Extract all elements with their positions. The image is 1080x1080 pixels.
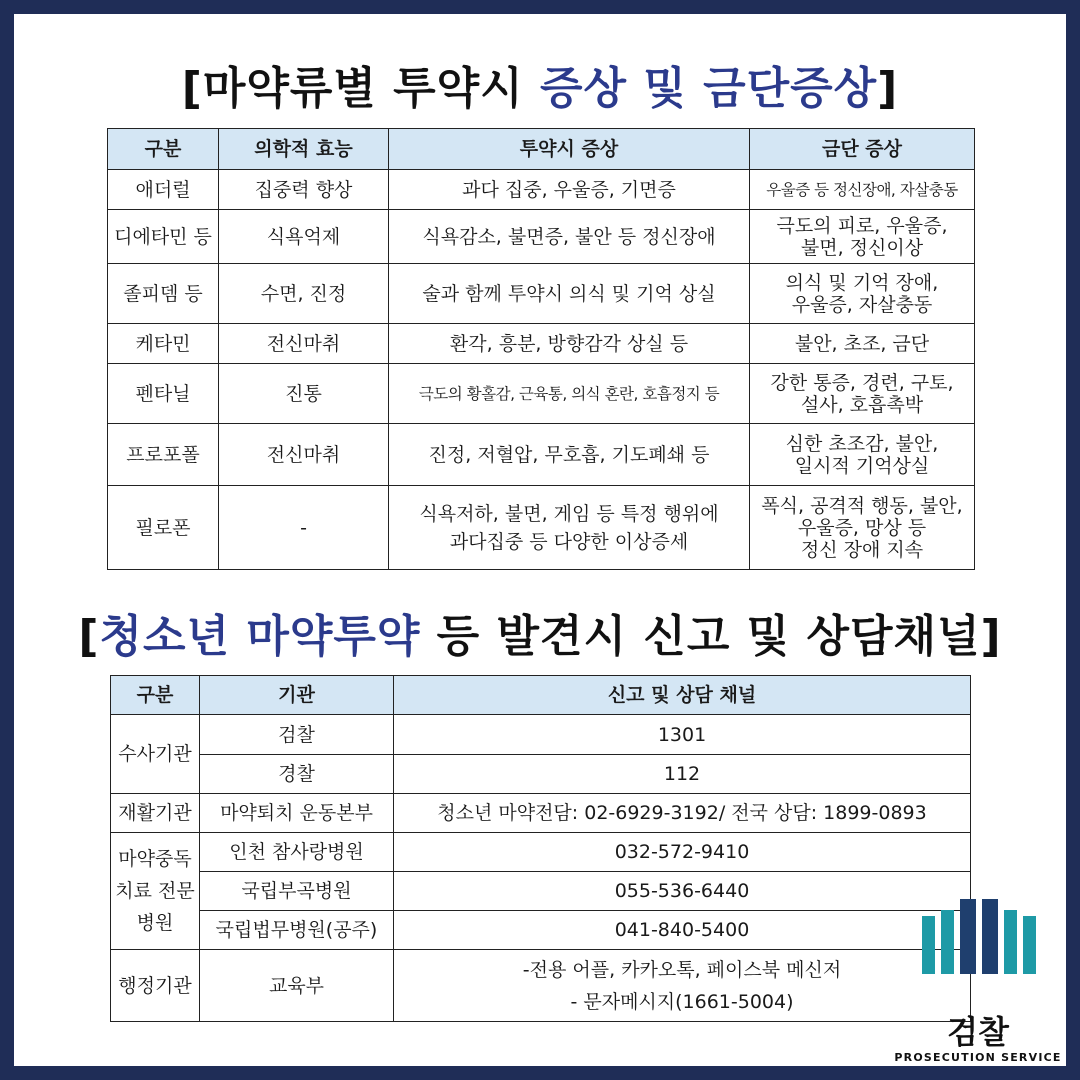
group-investigation: 수사기관 [111,715,200,794]
prosecution-logo [888,899,1068,1069]
drug-effect: - [219,486,389,570]
drug-symptoms: 환각, 흥분, 방향감각 상실 등 [389,324,750,364]
drug-withdrawal: 심한 초조감, 불안, 일시적 기억상실 [750,424,975,486]
org-name: 마약퇴치 운동본부 [200,794,394,833]
table-row [111,755,971,794]
pillars-icon [922,899,1042,974]
drug-name: 디에타민 등 [108,210,219,264]
poster-card [14,14,1066,1066]
channel-value: 112 [394,755,971,794]
report-channel-table [110,675,971,1022]
drug-symptoms: 과다 집중, 우울증, 기면증 [389,170,750,210]
table-row [111,794,971,833]
drug-effect: 집중력 향상 [219,170,389,210]
table-header-row [111,676,971,715]
channel-value: -전용 어플, 카카오톡, 페이스북 메신저 - 문자메시지(1661-5004) [394,950,971,1022]
drug-symptom-table [107,128,975,570]
drug-withdrawal: 극도의 피로, 우울증, 불면, 정신이상 [750,210,975,264]
drug-withdrawal: 의식 및 기억 장애, 우울증, 자살충동 [750,264,975,324]
table-row [108,486,975,570]
group-rehab: 재활기관 [111,794,200,833]
title-report-channels: [청소년 마약투약 등 발견시 신고 및 상담채널] [78,611,1002,662]
drug-effect: 식욕억제 [219,210,389,264]
table-row [108,170,975,210]
drug-name: 필로폰 [108,486,219,570]
table-row [108,210,975,264]
org-name: 국립법무병원(공주) [200,911,394,950]
drug-symptoms: 진정, 저혈압, 무호흡, 기도폐쇄 등 [389,424,750,486]
header-dosing-symptoms: 투약시 증상 [389,129,750,170]
org-name: 교육부 [200,950,394,1022]
drug-withdrawal: 강한 통증, 경련, 구토, 설사, 호흡촉박 [750,364,975,424]
drug-symptoms: 극도의 황홀감, 근육통, 의식 혼란, 호흡정지 등 [389,364,750,424]
channel-value: 041-840-5400 [394,911,971,950]
table-row [111,715,971,755]
drug-effect: 수면, 진정 [219,264,389,324]
header-channel: 신고 및 상담 채널 [394,676,971,715]
header-medical-effect: 의학적 효능 [219,129,389,170]
drug-name: 펜타닐 [108,364,219,424]
header-withdrawal: 금단 증상 [750,129,975,170]
drug-effect: 진통 [219,364,389,424]
org-name: 인천 참사랑병원 [200,833,394,872]
header-category: 구분 [108,129,219,170]
table-row [108,324,975,364]
header-category: 구분 [111,676,200,715]
channel-value: 055-536-6440 [394,872,971,911]
table-row [111,833,971,872]
drug-name: 애더럴 [108,170,219,210]
table-row [108,364,975,424]
table-row [111,950,971,1022]
org-name: 국립부곡병원 [200,872,394,911]
org-name: 경찰 [200,755,394,794]
table-row [111,911,971,950]
drug-name: 케타민 [108,324,219,364]
channel-value: 1301 [394,715,971,755]
title-withdrawal-symptoms: [마약류별 투약시 증상 및 금단증상] [181,63,899,114]
drug-withdrawal: 불안, 초조, 금단 [750,324,975,364]
drug-name: 프로포폴 [108,424,219,486]
drug-symptoms: 술과 함께 투약시 의식 및 기억 상실 [389,264,750,324]
org-name: 검찰 [200,715,394,755]
header-organization: 기관 [200,676,394,715]
channel-value: 청소년 마약전담: 02-6929-3192/ 전국 상담: 1899-0893 [394,794,971,833]
table-row [111,872,971,911]
drug-withdrawal: 우울증 등 정신장애, 자살충동 [750,170,975,210]
drug-name: 졸피뎀 등 [108,264,219,324]
drug-withdrawal: 폭식, 공격적 행동, 불안, 우울증, 망상 등 정신 장애 지속 [750,486,975,570]
drug-effect: 전신마취 [219,324,389,364]
drug-symptoms: 식욕저하, 불면, 게임 등 특정 행위에 과다집중 등 다양한 이상증세 [389,486,750,570]
drug-effect: 전신마취 [219,424,389,486]
drug-symptoms: 식욕감소, 불면증, 불안 등 정신장애 [389,210,750,264]
table-header-row [108,129,975,170]
logo-name: 검찰 [947,1013,1009,1051]
logo-subtitle: PROSECUTION SERVICE [894,1051,1062,1064]
group-treatment: 마약중독 치료 전문 병원 [111,833,200,950]
group-admin: 행정기관 [111,950,200,1022]
channel-value: 032-572-9410 [394,833,971,872]
table-row [108,424,975,486]
table-row [108,264,975,324]
